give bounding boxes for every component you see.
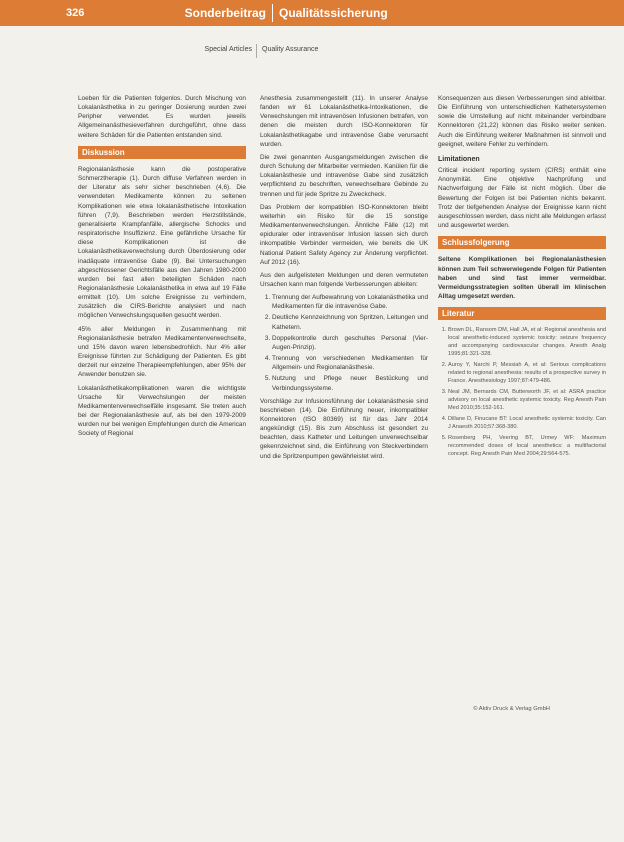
col1-paragraph-2: Regionalanästhesie kann die postoperative Schmerztherapie (1). Durch diffuse Verfahren werden in der Literatur als sehr sicher beschrieben (4,6). Die verwendeten Medikamente können zu seltenen Komplikationen wie etwa lokalanästhetische Intoxikation führen (7,9). Beschrieben werden Herzstillstände, generalisierte Krampfanfälle, allergische Schocks und respiratorische Insuffizienz. Eine gefährliche Ursache für diese Komplikationen ist die Lokalanästhetikaverwechslung durch Überdosierung oder inadäquate intravenöse Gabe (9). Bei Untersuchungen abgeschlossener Gerichtsfälle aus den Jahren 1980-2000 wurden bei fast allen beteiligten Schäden nach Regionalanästhesie Lokalanästhetika in etwa auf 19 Fälle ermittelt (10). Um solche Ereignisse zu verhindern, zusätzlich die CIRS-Berichte analysiert und nach möglichen Verwechslungsquellen gesucht werden.	[78, 165, 246, 320]
reference-list	[438, 326, 606, 458]
section-right-title: Qualitätssicherung	[279, 6, 388, 20]
header-divider	[272, 4, 273, 22]
column-3	[438, 94, 606, 462]
list-item: 4. Trennung von verschiedenen Medikamenten für Allgemein- und Regionalanästhesie.	[272, 354, 428, 372]
col2-paragraph-3: Das Problem der kompatiblen ISO-Konnektoren bleibt weiterhin ein Risiko für die 15 sonstige Medikamentenverwechslungen. Ähnliche Fälle (12) mit epiduraler oder intravenöser Infusion lassen sich durch inkompatible Verbinder vermeiden, wie bereits die UK National Patient Safety Agency zur Änderung verpflichtet. Auf 2012 (16).	[260, 203, 428, 266]
sub-header-right: Quality Assurance	[262, 46, 319, 53]
reference-item: 1. Brown DL, Ransom DM, Hall JA, et al: Regional anesthesia and local anesthetic-induced systemic toxicity: seizure frequency and accompanying cardiovascular changes. Anesth Analg 1995;81:321-328.	[448, 326, 606, 358]
literature-heading: Literatur	[438, 307, 606, 320]
reference-item: 4. Dillane D, Finucane BT: Local anesthetic systemic toxicity. Can J Anaesth 2010;57:368-380.	[448, 415, 606, 431]
recommendation-list	[260, 293, 428, 393]
sub-header-left: Special Articles	[204, 46, 252, 53]
discussion-heading: Diskussion	[78, 146, 246, 159]
col1-paragraph-1: Loeben für die Patienten folgenlos. Durch Mischung von Lokalanästhetika in zu geringer Dosierung wurden zwei Peripher verwendet. Es wurden jeweils Allgemeinanästhesieverfahren durchgeführt, ohne dass weitere Schäden für die Patienten entstanden sind.	[78, 95, 246, 139]
column-2	[260, 94, 428, 465]
reference-item: 5. Rosenberg PH, Veering BT, Urmey WF: Maximum recommended doses of local anesthetics: a multifactorial concept. Reg Anesth Pain Med 2004;29:564-575.	[448, 434, 606, 458]
col3-paragraph-2: Critical incident reporting system (CIRS) enthält eine Anonymität. Eine objektive Nachprüfung und Nachverfolgung der Fälle ist nicht möglich. Über die Bewertung der Folgen ist bei Patienten nichts bekannt. Trotz der tiefgehenden Analyse der Ereignisse kann nicht ausgeschlossen werden, dass nicht alle Meldungen erfasst und ausgewertet werden.	[438, 167, 606, 230]
col3-paragraph-1: Konsequenzen aus diesen Verbesserungen sind ableitbar. Die Einführung von unterschiedlichen Kathetersystemen sowie die Umstellung auf nicht miteinander verbindbare Konnektoren (21,22) können das Risiko weiter senken. Auch die Einführung weiterer Maßnahmen ist sinnvoll und geeignet, weitere Fehler zu verhindern.	[438, 95, 606, 148]
reference-item: 3. Neal JM, Bernards CM, Butterworth JF, et al: ASRA practice advisory on local anesthetic systemic toxicity. Reg Anesth Pain Med 2010;35:152-161.	[448, 388, 606, 412]
page-number: 326	[66, 7, 85, 19]
list-item: 3. Doppelkontrolle durch geschultes Personal (Vier-Augen-Prinzip).	[272, 334, 428, 352]
col1-paragraph-4: Lokalanästhetikakomplikationen waren die wichtigste Ursache für Verwechslungen der meisten Medikamentenverwechselfälle insgesamt. Sie treten auch bei der Regionalanästhesie auf, als bei den 1979-2009 wurden nur bei wenigen Empfehlungen durch die American Society of Regional	[78, 384, 246, 438]
list-item: 5. Nutzung und Pflege neuer Bestückung und Verbindungssysteme.	[272, 374, 428, 392]
sub-header	[0, 44, 624, 58]
header-bar	[0, 0, 624, 26]
section-left-title: Sonderbeitrag	[184, 6, 266, 20]
conclusion-heading: Schlussfolgerung	[438, 236, 606, 249]
col2-paragraph-2: Die zwei genannten Ausgangsmeldungen zwischen die durch Schulung der Mitarbeiter vermieden. Kanülen für die Lokalanästhesie und intravenöse Gabe sind zusätzlich verpflichtend zu beschriften, verwechselbare Gebinde zu trennen und für jede Spritze zu Zweckcheck.	[260, 153, 428, 198]
column-1	[78, 94, 246, 442]
col2-paragraph-1: Anesthesia zusammengestellt (11). In unserer Analyse fanden wir 61 Lokalanästhetika-Intoxikationen, die Verwechslungen mit intravenösen Infusionen betrafen, von denen die meisten durch ISO-Konnektoren für Lokalanästhetikagabe und intravenöse Gabe verursacht wurden.	[260, 95, 428, 148]
footer-copyright: © Aktiv Druck & Verlag GmbH	[473, 706, 550, 712]
conclusion-text: Seltene Komplikationen bei Regionalanästhesien können zum Teil schwerwiegende Folgen für Patienten haben und sind fast immer vermeidbar. Vermeidungsstrategien sollten überall im klinischen Alltag umgesetzt werden.	[438, 256, 606, 300]
list-item: 1. Trennung der Aufbewahrung von Lokalanästhetika und Medikamenten für die intravenöse Gabe.	[272, 293, 428, 311]
limitations-heading: Limitationen	[438, 155, 480, 163]
col2-paragraph-5: Vorschläge zur Infusionsführung der Lokalanästhesie sind beschrieben (14). Die Einführung neuer, inkompatibler Konnektoren (ISO 80369) ist für das Jahr 2014 angekündigt (15). Bis zum Abschluss ist gesondert zu beachten, dass Katheter und Leitungen unverwechselbar gekennzeichnet sind, die Einführung von Steckverbindern und die Spritzenpumpen gewährleistet wird.	[260, 397, 428, 460]
list-item: 2. Deutliche Kennzeichnung von Spritzen, Leitungen und Kathetern.	[272, 313, 428, 331]
sub-header-divider	[256, 44, 257, 58]
col2-paragraph-4: Aus den aufgelisteten Meldungen und deren vermuteten Ursachen kann man folgende Verbesserungen ableiten:	[260, 271, 428, 288]
col1-paragraph-3: 45% aller Meldungen in Zusammenhang mit Regionalanästhesie betrafen Medikamentenverwechselte, und 15% davon waren lebensbedrohlich. Nur 4% aller Ereignisse führten zur Schädigung der Patienten. Es gibt derzeit nur einzelne Therapieempfehlungen, aber 95% der Anwender benutzen sie.	[78, 325, 246, 379]
reference-item: 2. Auroy Y, Narchi P, Messiah A, et al: Serious complications related to regional anesthesia: results of a prospective survey in France. Anesthesiology 1997;87:479-486.	[448, 361, 606, 385]
